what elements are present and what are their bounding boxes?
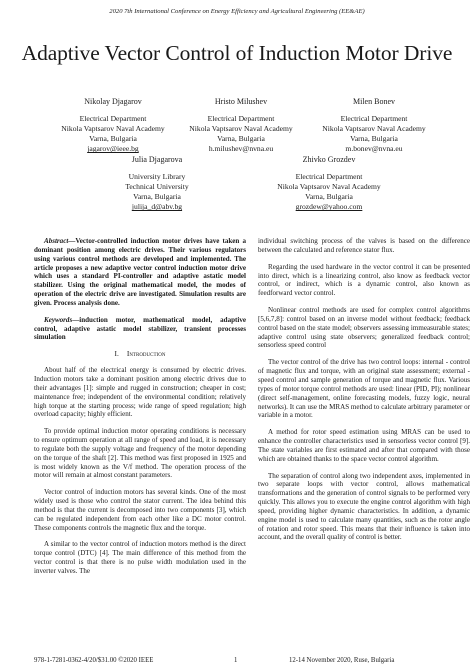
author-city: Varna, Bulgaria <box>89 134 137 144</box>
author-name: Zhivko Grozdev <box>302 155 356 164</box>
author-email[interactable]: m.bonev@nvna.eu <box>345 144 403 154</box>
section-heading <box>34 350 246 359</box>
author-city: Varna, Bulgaria <box>305 192 353 202</box>
author-dept: Electrical Department <box>295 172 363 182</box>
keywords <box>34 316 246 343</box>
paragraph: The vector control of the drive has two control loops: internal - control of magnetic flux and torque, with an original state assessment; external - speed control and sample generation of torque and magnetic flux. Various types of motor torque control methods are used: linear (PID, PI); nonlinear (direct self-management, online forecasting models, fuzzy logic, neural networks). It can use the MRAS method to calculate arbitrary parameter or variable in a motor. <box>258 358 470 420</box>
paragraph: Nonlinear control methods are used for complex control algorithms [5,6,7,8]: control based on an inverse model without feedback; feedback control based on the state model; observers assessing immeasurable states; adaptive control using state observers; generalized feedback control; sensorless speed control <box>258 306 470 350</box>
author-block <box>94 155 220 212</box>
footer-isbn: 978-1-7281-0362-4/20/$31.00 ©2020 IEEE <box>34 657 154 664</box>
section-title: Introduction <box>126 349 166 359</box>
author-name: Julia Djagarova <box>131 155 183 164</box>
author-org: Nikola Vaptsarov Naval Academy <box>322 124 426 134</box>
paragraph: A similar to the vector control of induction motors method is the direct torque control (DTC) [4]. The main difference of this method from the vector control is that there is no pulse width modulation used in the inverter valves. The <box>34 540 246 575</box>
author-org: Nikola Vaptsarov Naval Academy <box>61 124 165 134</box>
author-block <box>178 97 304 154</box>
abstract <box>34 237 246 308</box>
author-email[interactable]: grozdew@yahoo.com <box>295 202 363 212</box>
author-block <box>50 97 176 154</box>
paragraph: A method for rotor speed estimation using MRAS can be used to enhance the controller characteristics used in sensorless vector control [9]. The state variables are first estimated and after that compared with those which are obtained thanks to the space vector control algorithm. <box>258 428 470 463</box>
conference-header: 2020 7th International Conference on Energy Efficiency and Agricultural Engineering (EE&AE) <box>109 8 365 15</box>
author-name: Nikolay Djagarov <box>84 97 142 106</box>
paragraph: To provide optimal induction motor operating conditions is necessary to ensure optimum operation at all range of speed and load, it is necessary to regulate both the supply voltage and frequency of the motor depending on the torque of the shaft [2]. This method was first proposed in 1925 and is most widely known as the V/f method. The operation process of the motor will remain at almost constant parameters. <box>34 427 246 480</box>
author-block <box>311 97 437 154</box>
footer-date-location: 12-14 November 2020, Ruse, Bulgaria <box>289 657 395 664</box>
author-org: Nikola Vaptsarov Naval Academy <box>189 124 293 134</box>
keywords-label: Keywords <box>44 315 73 324</box>
author-dept: Electrical Department <box>207 114 275 124</box>
author-org: Technical University <box>125 182 189 192</box>
left-column <box>34 237 246 576</box>
author-name: Milen Bonev <box>353 97 395 106</box>
author-block <box>266 155 392 212</box>
author-dept: University Library <box>128 172 186 182</box>
author-email[interactable]: julija_d@abv.bg <box>131 202 183 212</box>
paragraph: Vector control of induction motors has several kinds. One of the most widely used is those who control the stator current. The idea behind this method is that the current is decomposed into two components [3], which can be regulated independent from each other like a DC motor control. These components controls the magnetic flux and the torque. <box>34 488 246 532</box>
paragraph: Regarding the used hardware in the vector control it can be presented into direct, which is a linearizing control, also know as feedback vector control, or indirect, which is a dynamic control, also known as feedforward vector control. <box>258 262 470 298</box>
abstract-text: —Vector-controlled induction motor drives have taken a dominant position among electric drives. Their various regulators using various control methods are developed and implemented. The article proposes a new adaptive vector control induction motor drive which uses a standard PI-controller and adaptive astatic model stabilizer. Using the original mathematical model, the modes of operation of the electric drive are investigated. Simulation results are given. Process analysis done. <box>34 237 246 307</box>
paragraph: individual switching process of the valves is based on the difference between the calculated and reference stator flux. <box>258 237 470 254</box>
author-city: Varna, Bulgaria <box>217 134 265 144</box>
author-email[interactable]: jagarov@ieee.bg <box>87 144 139 154</box>
author-dept: Electrical Department <box>340 114 408 124</box>
author-org: Nikola Vaptsarov Naval Academy <box>277 182 381 192</box>
author-city: Varna, Bulgaria <box>133 192 181 202</box>
keywords-text: —induction motor, mathematical model, adaptive control, adaptive astatic model stabilizer, transient processes simulation <box>34 315 246 342</box>
page-number: 1 <box>234 657 238 664</box>
author-dept: Electrical Department <box>79 114 147 124</box>
section-number: I. <box>114 349 119 359</box>
author-city: Varna, Bulgaria <box>350 134 398 144</box>
right-column <box>258 237 470 542</box>
paper-title: Adaptive Vector Control of Induction Motor Drive <box>21 41 453 65</box>
author-name: Hristo Milushev <box>214 97 268 106</box>
abstract-label: Abstract <box>44 237 69 245</box>
paragraph: About half of the electrical energy is consumed by electric drives. Induction motors take a dominant position among electric drives due to their advantages [1]: simple and rugged in construction; cheaper in cost; maintenance free; independent of the environmental condition; relatively high torque at the starting process; wide range of speed regulation; high overload capacity; highly efficient. <box>34 366 246 419</box>
author-email[interactable]: h.milushev@nvna.eu <box>208 144 274 154</box>
paragraph: The separation of control along two independent axes, implemented in two separate loops with vector control, allows mathematical transformations and the generation of control signals to be performed very quickly. This allows you to execute the engine control algorithm with high speed, providing higher dynamic characteristics. In addition, a dynamic engine model is used to calculate many quantities, such as the rotor angle of rotation and rotor speed. This means that their influence is taken into account, and the overall quality of control is better. <box>258 471 470 542</box>
